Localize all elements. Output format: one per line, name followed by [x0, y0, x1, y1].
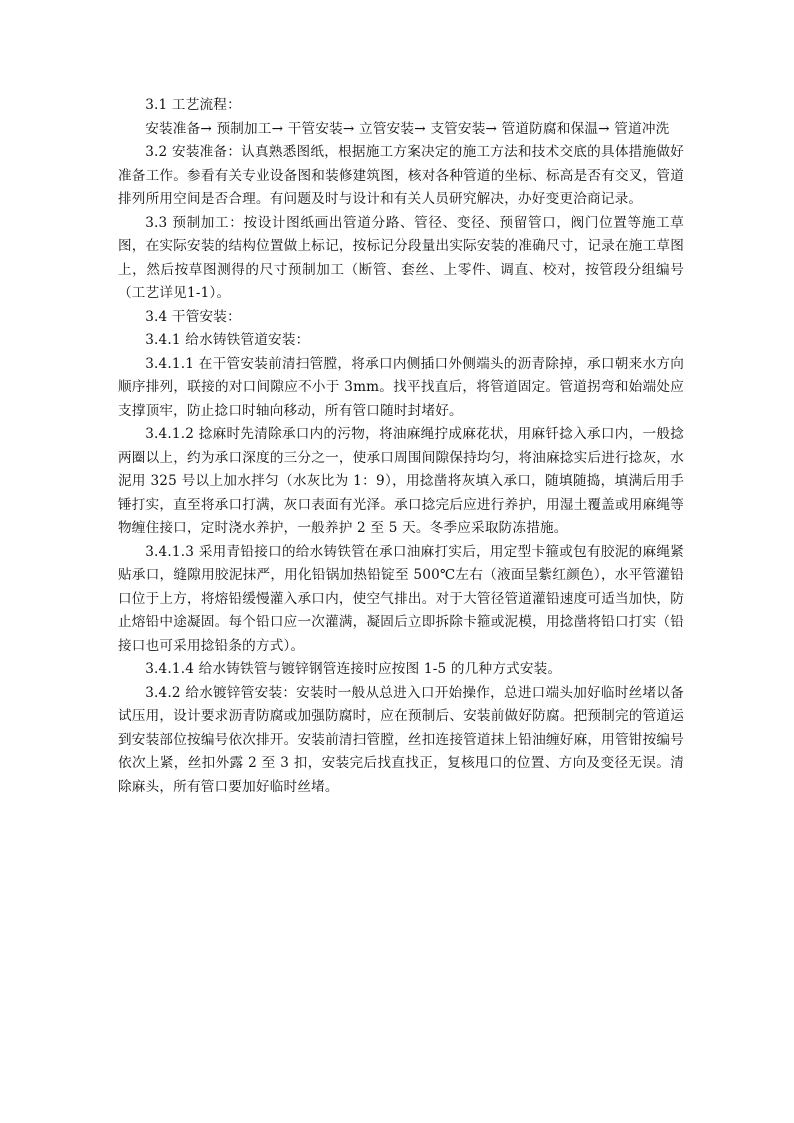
paragraph-3-4-1-2: 3.4.1.2 捻麻时先清除承口内的污物，将油麻绳拧成麻花状，用麻钎捻入承口内，一般捻两圈以上，约为承口深度的三分之一，使承口周围间隙保持均匀，将油麻捻实后进行捻灰，水泥用 325 号以上加水拌匀（水灰比为 1：9），用捻凿将灰填入承口，随填随捣，填满后用手锤打实，直至将承口打满，灰口表面有光泽。承口捻完后应进行养护，用湿土覆盖或用麻绳等物缠住接口，定时浇水养护，一般养护 2 至 5 天。冬季应采取防冻措施。	[118, 426, 684, 536]
heading-process-flow: 3.1 工艺流程：	[145, 97, 241, 113]
paragraph-installation-preparation: 3.2 安装准备：认真熟悉图纸，根据施工方案决定的施工方法和技术交底的具体措施做好准备工作。参看有关专业设备图和装修建筑图，核对各种管道的坐标、标高是否有交叉，管道排列所用空间是否合理。有问题及时与设计和有关人员研究解决，办好变更洽商记录。	[118, 144, 684, 207]
process-flow-steps: 安装准备→ 预制加工→ 干管安装→ 立管安装→ 支管安装→ 管道防腐和保温→ 管道冲洗	[145, 120, 670, 137]
paragraph-3-4-1-1: 3.4.1.1 在干管安装前清扫管膛，将承口内侧插口外侧端头的沥青除掉，承口朝来水方向顺序排列，联接的对口间隙应不小于 3mm。找平找直后，将管道固定。管道拐弯和始端处应支撑顶牢，防止捻口时轴向移动，所有管口随时封堵好。	[118, 355, 684, 419]
paragraph-3-4-1-4: 3.4.1.4 给水铸铁管与镀锌钢管连接时应按图 1-5 的几种方式安装。	[145, 661, 562, 677]
paragraph-prefabrication: 3.3 预制加工：按设计图纸画出管道分路、管径、变径、预留管口，阀门位置等施工草图，在实际安装的结构位置做上标记，按标记分段量出实际安装的准确尺寸，记录在施工草图上，然后按草图测得的尺寸预制加工（断管、套丝、上零件、调直、校对，按管段分组编号（工艺详见1-1）。	[118, 214, 684, 301]
heading-main-pipe-installation: 3.4 干管安装：	[145, 308, 241, 325]
paragraph-3-4-1-3: 3.4.1.3 采用青铅接口的给水铸铁管在承口油麻打实后，用定型卡箍或包有胶泥的麻绳紧贴承口，缝隙用胶泥抹严，用化铅锅加热铅锭至 500℃左右（液面呈紫红颜色），水平管灌铅口位于上方，将熔铅缓慢灌入承口内，使空气排出。对于大管径管道灌铅速度可适当加快，防止熔铅中途凝固。每个铅口应一次灌满，凝固后立即拆除卡箍或泥模，用捻凿将铅口打实（铅接口也可采用捻铅条的方式）。	[118, 543, 684, 654]
document-body	[118, 94, 684, 799]
paragraph-3-4-2: 3.4.2 给水镀锌管安装：安装时一般从总进入口开始操作，总进口端头加好临时丝堵以备试压用，设计要求沥青防腐或加强防腐时，应在预制后、安装前做好防腐。把预制完的管道运到安装部位按编号依次排开。安装前清扫管膛，丝扣连接管道抹上铅油缠好麻，用管钳按编号依次上紧，丝扣外露 2 至 3 扣，安装完后找直找正，复核甩口的位置、方向及变径无误。清除麻头，所有管口要加好临时丝堵。	[118, 684, 684, 795]
heading-cast-iron-pipe-installation: 3.4.1 给水铸铁管道安装：	[145, 332, 310, 348]
